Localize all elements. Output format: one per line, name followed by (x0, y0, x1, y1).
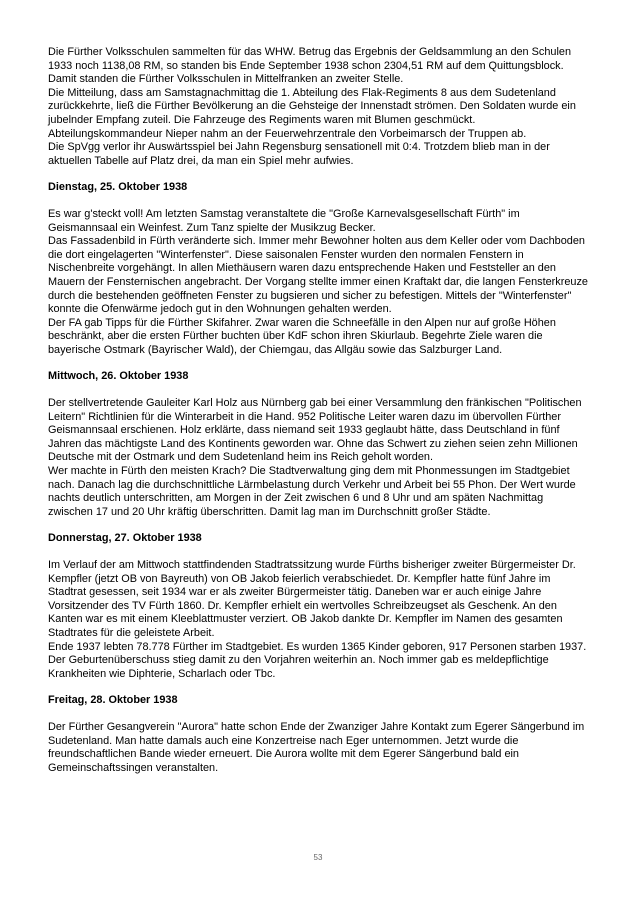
section-friday (48, 694, 588, 775)
date-heading: Freitag, 28. Oktober 1938 (48, 694, 178, 707)
document-page (48, 46, 588, 775)
paragraph: Der stellvertretende Gauleiter Karl Holz aus Nürnberg gab bei einer Versammlung den fränkischen "Politischen Leitern" Richtlinien für die Winterarbeit in die Hand. 952 Politische Leiter waren dazu im übervollen Fürther Geismannsaal erschienen. Holz erklärte, dass niemand seit 1933 geglaubt hätte, dass Deutschland in fünf Jahren das mächtigste Land des Kontinents geworden war. Ohne das Schwert zu ziehen seien zehn Millionen Deutsche mit der Ostmark und dem Sudetenland heim ins Reich geholt worden. (48, 397, 582, 464)
page-number: 53 (313, 853, 323, 862)
paragraph: Die Fürther Volksschulen sammelten für das WHW. Betrug das Ergebnis der Geldsammlung an den Schulen 1933 noch 1138,08 RM, so standen bis Ende September 1938 schon 2304,51 RM auf dem Quittungsblock. Damit standen die Fürther Volksschulen in Mittelfranken an zweiter Stelle. (48, 46, 571, 86)
date-heading: Mittwoch, 26. Oktober 1938 (48, 370, 189, 383)
date-heading: Dienstag, 25. Oktober 1938 (48, 181, 188, 194)
paragraph: Im Verlauf der am Mittwoch stattfindenden Stadtratssitzung wurde Fürths bisheriger zweiter Bürgermeister Dr. Kempfler (jetzt OB von Bayreuth) von OB Jakob feierlich verabschiedet. Dr. Kempfler hatte fünf Jahre im Stadtrat gesessen, seit 1934 war er als zweiter Bürgermeister tätig. Daneben war er auch einige Jahre Vorsitzender des TV Fürth 1860. Dr. Kempfler erhielt ein wertvolles Schreibzeugset als Geschenk. An den Kanten war es mit einem Kleeblattmuster verziert. OB Jakob dankte Dr. Kempfler im Namen des gesamten Stadtrates für die geleistete Arbeit. (48, 559, 576, 639)
section-thursday (48, 532, 588, 681)
section-wednesday (48, 370, 588, 519)
section-tuesday (48, 181, 588, 357)
paragraph: Das Fassadenbild in Fürth veränderte sich. Immer mehr Bewohner holten aus dem Keller oder vom Dachboden die dort eingelagerten "Winterfenster". Diese saisonalen Fenster wurden den normalen Fenstern in Nischenbreite vorgehängt. In allen Miethäusern waren dazu entsprechende Haken und Feststeller an den Mauern der Fensternischen angebracht. Der Vorgang stellte immer einen Kraftakt dar, die langen Fensterkreuze durch die bestehenden geöffneten Fenster zu bugsieren und sicher zu befestigen. Mittels der "Winterfenster" konnte die Ofenwärme jedoch gut in den Wohnungen gehalten werden. (48, 235, 588, 316)
paragraph: Wer machte in Fürth den meisten Krach? Die Stadtverwaltung ging dem mit Phonmessungen im Stadtgebiet nach. Danach lag die durchschnittliche Lärmbelastung durch Verkehr und Arbeit bei 55 Phon. Der Wert wurde nachts deutlich unterschritten, am Morgen in der Zeit zwischen 6 und 8 Uhr und am späten Nachmittag zwischen 17 und 20 Uhr kräftig überschritten. Damit lag man im Durchschnitt großer Städte. (48, 465, 576, 518)
intro-section (48, 46, 588, 168)
paragraph: Es war g'steckt voll! Am letzten Samstag veranstaltete die "Große Karnevalsgesellschaft Fürth" im Geismannsaal ein Weinfest. Zum Tanz spielte der Musikzug Becker. (48, 207, 520, 234)
paragraph: Die Mitteilung, dass am Samstagnachmittag die 1. Abteilung des Flak-Regiments 8 aus dem Sudetenland zurückkehrte, ließ die Fürther Bevölkerung an die Gehsteige der Innenstadt strömen. Den Soldaten wurde ein jubelnder Empfang zuteil. Die Fahrzeuge des Regiments waren mit Blumen geschmückt. Abteilungskommandeur Nieper nahm an der Feuerwehrzentrale den Vorbeimarsch der Truppen ab. (48, 86, 576, 140)
paragraph: Der FA gab Tipps für die Fürther Skifahrer. Zwar waren die Schneefälle in den Alpen nur auf große Höhen beschränkt, aber die ersten Fürther buchten über KdF schon ihren Skiurlaub. Begehrte Ziele waren die bayerische Ostmark (Bayrischer Wald), der Chiemgau, das Allgäu sowie das Salzburger Land. (48, 316, 556, 356)
date-heading: Donnerstag, 27. Oktober 1938 (48, 532, 202, 545)
paragraph: Ende 1937 lebten 78.778 Fürther im Stadtgebiet. Es wurden 1365 Kinder geboren, 917 Personen starben 1937. Der Geburtenüberschuss stieg damit zu den Vorjahren weiterhin an. Noch immer gab es meldepflichtige Krankheiten wie Diphterie, Scharlach oder Tbc. (48, 640, 587, 680)
paragraph: Die SpVgg verlor ihr Auswärtsspiel bei Jahn Regensburg sensationell mit 0:4. Trotzdem blieb man in der aktuellen Tabelle auf Platz drei, da man ein Spiel mehr aufwies. (48, 141, 550, 167)
paragraph: Der Fürther Gesangverein "Aurora" hatte schon Ende der Zwanziger Jahre Kontakt zum Egerer Sängerbund im Sudetenland. Man hatte damals auch eine Konzertreise nach Eger unternommen. Jetzt wurde die freundschaftlichen Bande wieder erneuert. Die Aurora wollte mit dem Egerer Sängerbund bald ein Gemeinschaftssingen veranstalten. (48, 720, 585, 774)
